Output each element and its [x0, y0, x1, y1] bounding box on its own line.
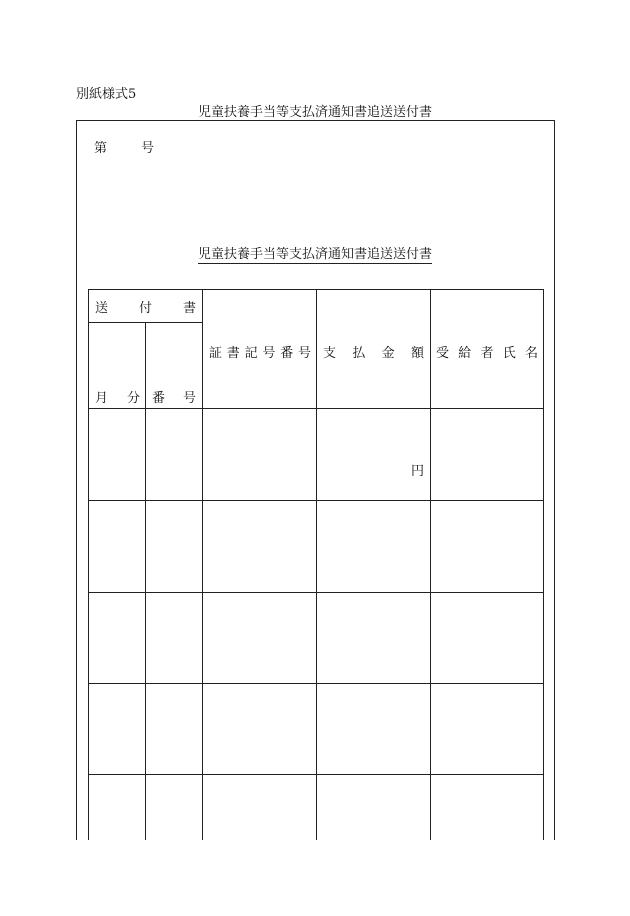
recipient-cell[interactable]: [431, 775, 543, 840]
group-header-label: 送 付 書: [95, 301, 196, 316]
recipient-cell[interactable]: [431, 501, 543, 592]
amount-cell[interactable]: [317, 775, 430, 840]
table-row: [89, 775, 543, 840]
number-suffix: 号: [140, 141, 154, 156]
month-cell[interactable]: [89, 775, 145, 840]
amount-cell[interactable]: [317, 409, 430, 500]
recipient-cell[interactable]: [431, 684, 543, 774]
number-cell[interactable]: [146, 684, 202, 774]
number-cell[interactable]: [146, 409, 202, 500]
recipient-name-header: 受 給 者 氏 名: [436, 346, 538, 361]
amount-cell[interactable]: [317, 501, 430, 592]
amount-cell[interactable]: [317, 684, 430, 774]
form-number: 別紙様式5: [76, 87, 137, 102]
table-row: [89, 684, 543, 774]
number-cell[interactable]: [146, 775, 202, 840]
currency-unit-label: 円: [411, 464, 425, 479]
certificate-cell[interactable]: [203, 501, 316, 592]
number-header: 番 号: [152, 391, 196, 406]
document-title: 児童扶養手当等支払済通知書追送送付書: [197, 105, 432, 120]
certificate-cell[interactable]: [203, 684, 316, 774]
document-number-field: [94, 137, 154, 156]
month-cell[interactable]: [89, 409, 145, 500]
month-cell[interactable]: [89, 501, 145, 592]
table-row: [89, 501, 543, 592]
certificate-number-header: 証 書 記 号 番 号: [209, 346, 311, 361]
number-prefix: 第: [94, 141, 108, 156]
certificate-cell[interactable]: [203, 409, 316, 500]
table-row: [89, 593, 543, 683]
recipient-cell[interactable]: [431, 593, 543, 683]
payment-amount-header: 支 払 金 額: [323, 346, 424, 361]
amount-cell[interactable]: [317, 593, 430, 683]
recipient-cell[interactable]: [431, 409, 543, 500]
certificate-cell[interactable]: [203, 593, 316, 683]
form-title: [0, 243, 630, 262]
table-right-border: [543, 289, 544, 840]
certificate-cell[interactable]: [203, 775, 316, 840]
month-header: 月 分: [95, 391, 140, 406]
form-title-text: 児童扶養手当等支払済通知書追送送付書: [197, 247, 432, 262]
table-row: [89, 409, 543, 500]
number-cell[interactable]: [146, 501, 202, 592]
month-cell[interactable]: [89, 593, 145, 683]
month-cell[interactable]: [89, 684, 145, 774]
number-cell[interactable]: [146, 593, 202, 683]
